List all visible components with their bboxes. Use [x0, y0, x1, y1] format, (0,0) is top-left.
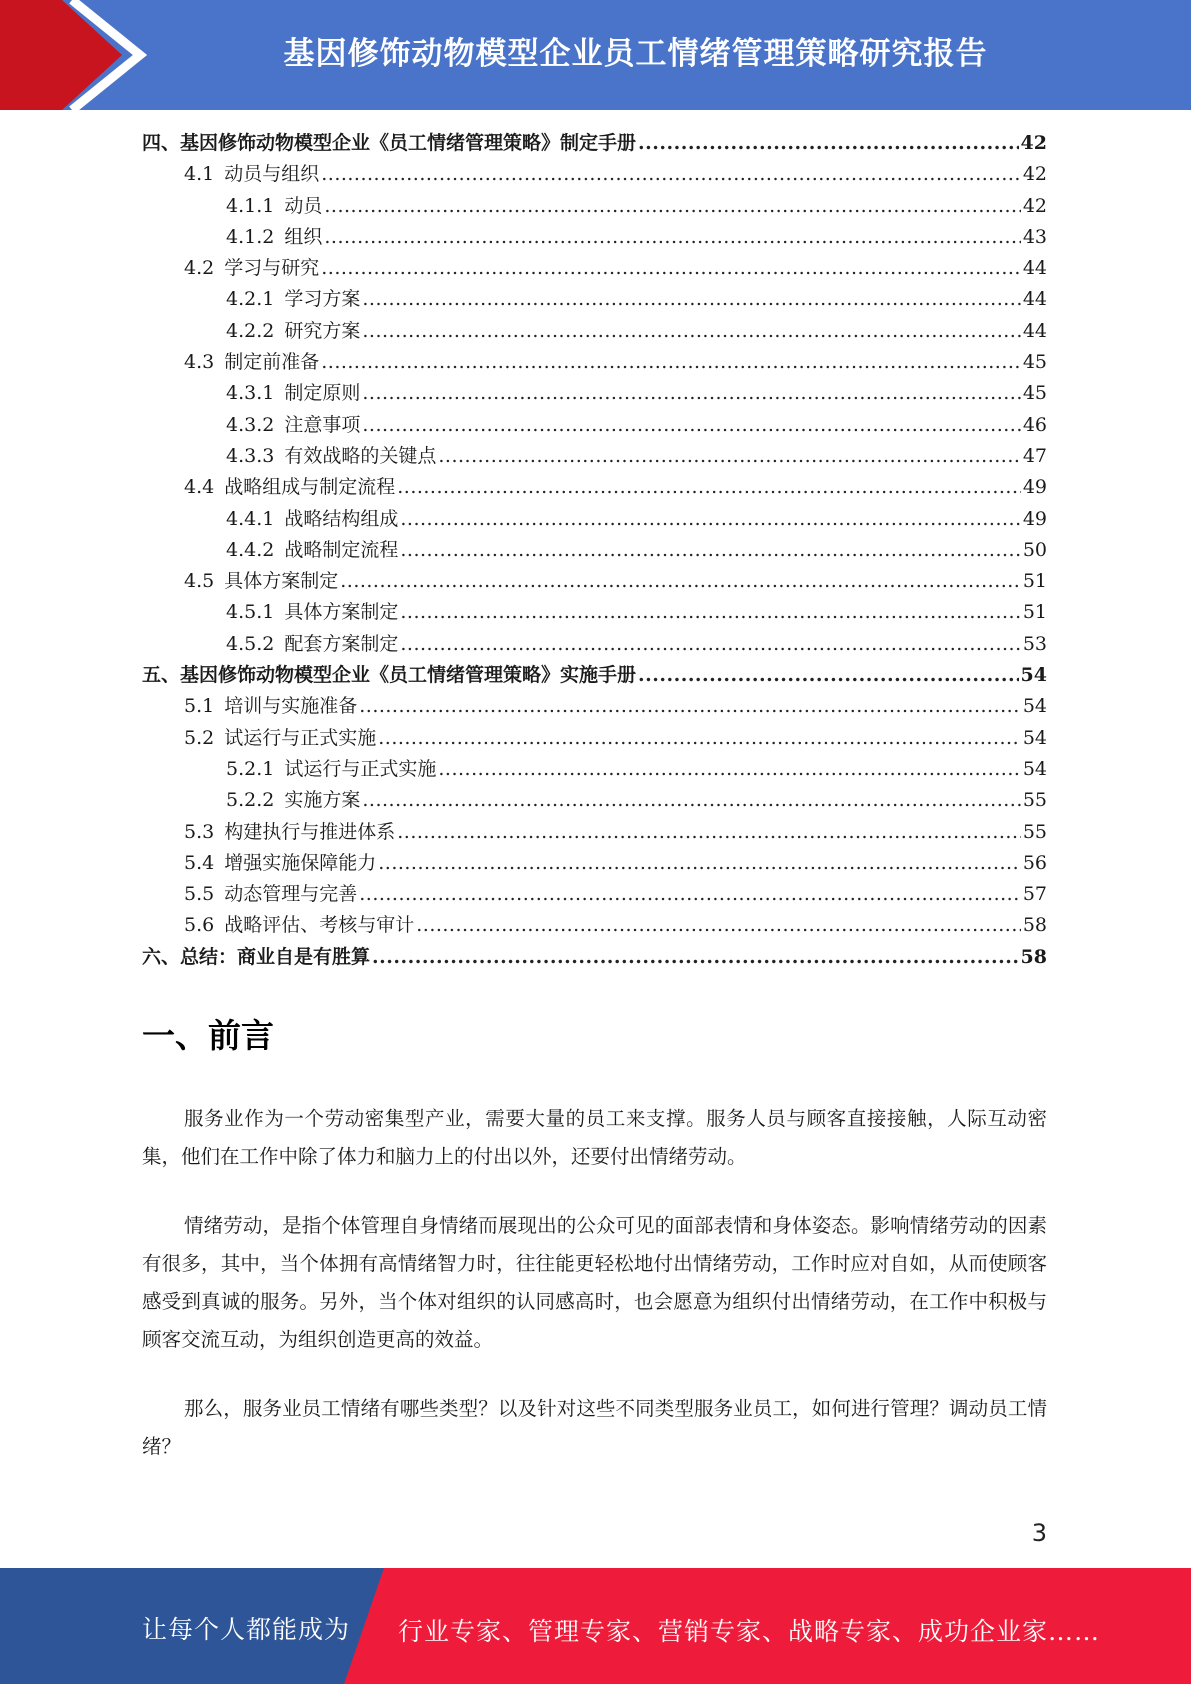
toc-entry-title: 战略结构组成	[284, 507, 399, 530]
paragraph: 情绪劳动，是指个体管理自身情绪而展现出的公众可见的面部表情和身体姿态。影响情绪劳动的因素有很多，其中，当个体拥有高情绪智力时，往往能更轻松地付出情绪劳动，工作时应对自如，从而使顾客感受到真诚的服务。另外，当个体对组织的认同感高时，也会愿意为组织付出情绪劳动，在工作中积极与顾客交流互动，为组织创造更高的效益。	[142, 1214, 1047, 1351]
toc-entry-title: 五、基因修饰动物模型企业《员工情绪管理策略》实施手册	[142, 664, 637, 687]
toc-entry-number: 5.1	[184, 695, 215, 718]
toc-entry-number: 5.2	[184, 726, 215, 749]
toc-entry[interactable]	[142, 566, 1047, 597]
toc-dot-leader	[324, 226, 1020, 248]
toc-entry-page: 42	[1022, 163, 1047, 186]
toc-entry-title: 构建执行与推进体系	[224, 820, 396, 843]
toc-dot-leader	[438, 758, 1020, 780]
toc-entry-page: 44	[1022, 257, 1047, 280]
toc-entry-number: 5.5	[184, 883, 215, 906]
toc-entry-page: 46	[1022, 413, 1047, 436]
toc-entry-title: 实施方案	[284, 789, 361, 812]
toc-entry-title: 学习方案	[284, 288, 361, 311]
toc-entry[interactable]	[142, 597, 1047, 628]
toc-entry-number: 4.2.2	[226, 319, 275, 342]
toc-entry-number: 4.5.1	[226, 601, 275, 624]
toc-entry-title: 组织	[284, 225, 323, 248]
toc-dot-leader	[321, 351, 1021, 373]
toc-entry-number: 4.3	[184, 351, 215, 374]
toc-entry-number: 5.6	[184, 914, 215, 937]
toc-dot-leader	[397, 821, 1021, 843]
toc-entry[interactable]	[142, 660, 1047, 691]
toc-entry-number: 4.4.2	[226, 538, 275, 561]
toc-entry-page: 54	[1022, 726, 1047, 749]
toc-entry-title: 培训与实施准备	[224, 695, 358, 718]
toc-entry-page: 43	[1022, 225, 1047, 248]
toc-dot-leader	[397, 476, 1021, 498]
toc-entry[interactable]	[142, 284, 1047, 315]
toc-entry-title: 具体方案制定	[284, 601, 399, 624]
table-of-contents	[142, 128, 1047, 973]
toc-entry-page: 53	[1022, 632, 1047, 655]
paragraph: 那么，服务业员工情绪有哪些类型？以及针对这些不同类型服务业员工，如何进行管理？调动员工情绪？	[142, 1397, 1047, 1458]
toc-entry[interactable]	[142, 848, 1047, 879]
toc-dot-leader	[321, 257, 1021, 279]
toc-entry[interactable]	[142, 754, 1047, 785]
toc-entry-title: 动员与组织	[224, 163, 320, 186]
toc-entry-number: 4.2	[184, 257, 215, 280]
toc-entry[interactable]	[142, 942, 1047, 973]
toc-dot-leader	[400, 539, 1020, 561]
toc-dot-leader	[638, 664, 1019, 686]
toc-entry-title: 制定原则	[284, 382, 361, 405]
toc-dot-leader	[400, 601, 1020, 623]
toc-entry-title: 制定前准备	[224, 351, 320, 374]
toc-entry-title: 战略制定流程	[284, 538, 399, 561]
toc-dot-leader	[400, 508, 1020, 530]
toc-entry[interactable]	[142, 347, 1047, 378]
toc-entry-title: 动态管理与完善	[224, 883, 358, 906]
toc-dot-leader	[416, 914, 1021, 936]
toc-entry-page: 51	[1022, 601, 1047, 624]
toc-entry[interactable]	[142, 785, 1047, 816]
toc-entry[interactable]	[142, 723, 1047, 754]
toc-entry-number: 4.3.2	[226, 413, 275, 436]
toc-entry-number: 5.3	[184, 820, 215, 843]
toc-entry-number: 4.2.1	[226, 288, 275, 311]
toc-entry-page: 54	[1022, 757, 1047, 780]
toc-entry-title: 试运行与正式实施	[224, 726, 377, 749]
toc-entry[interactable]	[142, 629, 1047, 660]
toc-dot-leader	[362, 789, 1020, 811]
toc-entry-page: 50	[1022, 538, 1047, 561]
toc-entry-page: 57	[1022, 883, 1047, 906]
toc-entry-title: 动员	[284, 194, 323, 217]
toc-entry[interactable]	[142, 910, 1047, 941]
toc-entry[interactable]	[142, 128, 1047, 159]
toc-entry-title: 六、总结：商业自是有胜算	[142, 945, 371, 968]
page-number: 3	[1031, 1519, 1047, 1547]
toc-entry-page: 51	[1022, 570, 1047, 593]
section-heading: 一、前言	[142, 1016, 274, 1055]
toc-entry[interactable]	[142, 191, 1047, 222]
toc-entry[interactable]	[142, 410, 1047, 441]
toc-entry-number: 4.4.1	[226, 507, 275, 530]
header-title: 基因修饰动物模型企业员工情绪管理策略研究报告	[283, 36, 988, 72]
toc-dot-leader	[362, 320, 1020, 342]
toc-entry[interactable]	[142, 879, 1047, 910]
toc-entry-page: 58	[1022, 914, 1047, 937]
toc-entry-page: 54	[1022, 695, 1047, 718]
toc-dot-leader	[378, 727, 1021, 749]
toc-entry[interactable]	[142, 378, 1047, 409]
toc-entry-page: 54	[1020, 664, 1047, 687]
footer-slogan-left: 让每个人都能成为	[142, 1615, 351, 1644]
toc-entry-page: 45	[1022, 382, 1047, 405]
toc-entry-title: 战略组成与制定流程	[224, 476, 396, 499]
toc-entry-number: 5.2.2	[226, 789, 275, 812]
toc-entry-page: 58	[1020, 945, 1047, 968]
toc-entry-page: 55	[1022, 789, 1047, 812]
toc-entry-title: 注意事项	[284, 413, 361, 436]
toc-dot-leader	[362, 288, 1020, 310]
toc-entry-title: 战略评估、考核与审计	[224, 914, 415, 937]
toc-entry-title: 学习与研究	[224, 257, 320, 280]
toc-entry-title: 增强实施保障能力	[224, 851, 377, 874]
toc-entry-title: 有效战略的关键点	[284, 444, 437, 467]
toc-entry-page: 44	[1022, 319, 1047, 342]
toc-entry-number: 4.1.1	[226, 194, 275, 217]
toc-entry-page: 49	[1022, 507, 1047, 530]
toc-entry-page: 45	[1022, 351, 1047, 374]
toc-entry-page: 42	[1020, 132, 1047, 154]
toc-entry-page: 56	[1022, 851, 1047, 874]
toc-entry[interactable]	[142, 817, 1047, 848]
toc-entry-number: 4.4	[184, 476, 215, 499]
page-footer	[0, 1568, 1191, 1684]
toc-entry[interactable]	[142, 535, 1047, 566]
toc-entry[interactable]	[142, 159, 1047, 190]
paragraph: 服务业作为一个劳动密集型产业，需要大量的员工来支撑。服务人员与顾客直接接触，人际互动密集，他们在工作中除了体力和脑力上的付出以外，还要付出情绪劳动。	[142, 1107, 1047, 1168]
toc-entry-number: 4.5.2	[226, 632, 275, 655]
toc-entry[interactable]	[142, 222, 1047, 253]
toc-dot-leader	[438, 445, 1020, 467]
toc-entry-title: 研究方案	[284, 319, 361, 342]
toc-dot-leader	[372, 946, 1019, 968]
page-header	[0, 0, 1191, 110]
toc-dot-leader	[324, 195, 1020, 217]
toc-entry-number: 5.2.1	[226, 757, 275, 780]
toc-dot-leader	[362, 382, 1020, 404]
toc-entry-number: 5.4	[184, 851, 215, 874]
toc-entry-title: 四、基因修饰动物模型企业《员工情绪管理策略》制定手册	[142, 132, 637, 154]
toc-dot-leader	[359, 883, 1021, 905]
toc-entry[interactable]	[142, 472, 1047, 503]
toc-dot-leader	[400, 633, 1020, 655]
toc-entry-number: 4.3.3	[226, 444, 275, 467]
toc-entry-page: 49	[1022, 476, 1047, 499]
toc-entry-number: 4.5	[184, 570, 215, 593]
footer-slogan-right: 行业专家、管理专家、营销专家、战略专家、成功企业家……	[398, 1617, 1101, 1646]
toc-entry[interactable]	[142, 253, 1047, 284]
toc-entry-number: 4.1.2	[226, 225, 275, 248]
toc-entry-number: 4.3.1	[226, 382, 275, 405]
toc-entry-page: 55	[1022, 820, 1047, 843]
toc-entry-title: 具体方案制定	[224, 570, 339, 593]
toc-entry[interactable]	[142, 441, 1047, 472]
toc-entry[interactable]	[142, 691, 1047, 722]
toc-dot-leader	[340, 570, 1021, 592]
toc-dot-leader	[321, 163, 1021, 185]
toc-entry[interactable]	[142, 504, 1047, 535]
toc-entry-number: 4.1	[184, 163, 215, 186]
toc-dot-leader	[638, 132, 1019, 154]
toc-dot-leader	[378, 852, 1021, 874]
toc-entry-page: 44	[1022, 288, 1047, 311]
toc-entry-page: 42	[1022, 194, 1047, 217]
toc-entry-title: 配套方案制定	[284, 632, 399, 655]
toc-entry[interactable]	[142, 316, 1047, 347]
toc-entry-page: 47	[1022, 444, 1047, 467]
toc-entry-title: 试运行与正式实施	[284, 757, 437, 780]
toc-dot-leader	[362, 414, 1020, 436]
toc-dot-leader	[359, 695, 1021, 717]
